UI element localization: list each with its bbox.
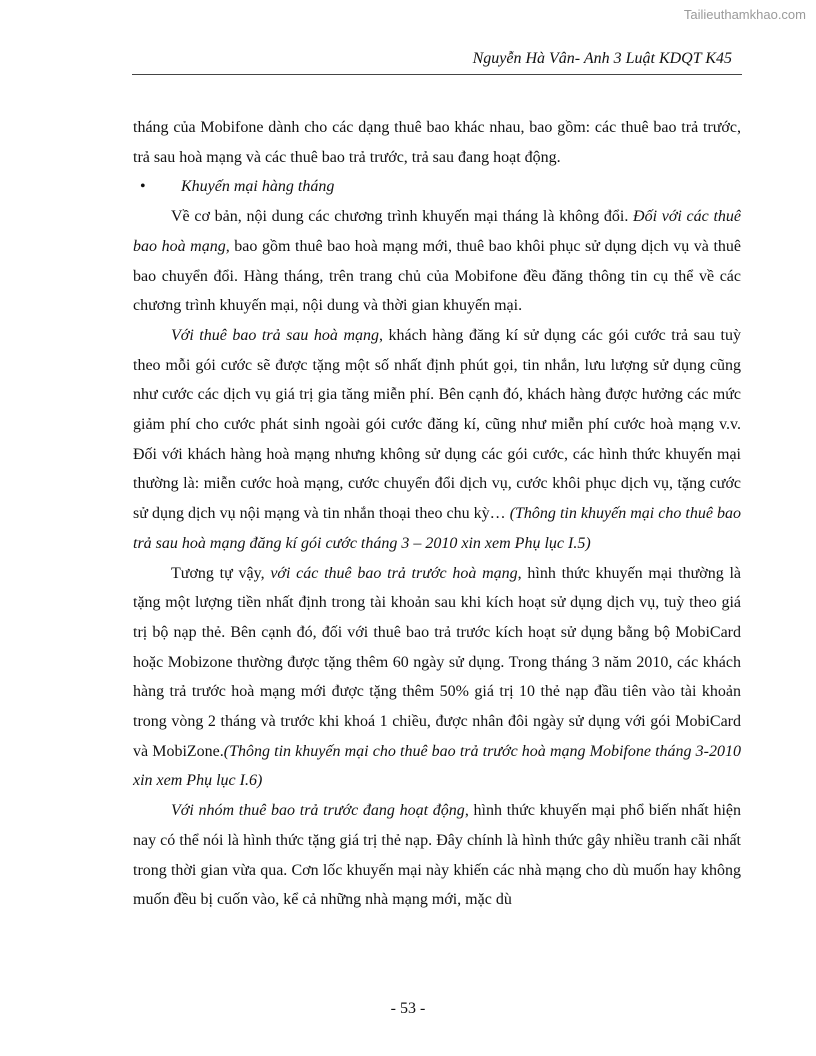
paragraph-4-reference: (Thông tin khuyến mại cho thuê bao trả trước hoà mạng Mobifone tháng 3-2010 xin xem Phụ lục I.6): [133, 742, 741, 790]
paragraph-3: [133, 321, 741, 559]
paragraph-2-text-c: bao gồm thuê bao hoà mạng mới, thuê bao khôi phục sử dụng dịch vụ và thuê bao chuyển đổi. Hàng tháng, trên trang chủ của Mobifone đều đăng thông tin cụ thể về các chương trình khuyến mại, nội dung và thời gian khuyến mại.: [133, 237, 742, 315]
paragraph-1: tháng của Mobifone dành cho các dạng thuê bao khác nhau, bao gồm: các thuê bao trả trước, trả sau hoà mạng và các thuê bao trả trước, trả sau đang hoạt động.: [133, 119, 741, 166]
watermark: Tailieuthamkhao.com: [683, 7, 806, 22]
paragraph-4: [133, 559, 741, 797]
paragraph-3-emphasis: Với thuê bao trả sau hoà mạng: [171, 326, 380, 344]
paragraph-3-reference: (Thông tin khuyến mại cho thuê bao trả sau hoà mạng đăng kí gói cước tháng 3 – 2010 xin xem Phụ lục I.5): [133, 505, 741, 552]
bullet-item: [133, 172, 741, 202]
document-body: [133, 113, 741, 915]
paragraph-4-text-c: , hình thức khuyến mại thường là tặng một lượng tiền nhất định trong tài khoản sau khi kích hoạt sử dụng dịch vụ, tuỳ theo giá trị bộ nạp thẻ. Bên cạnh đó, đối với thuê bao trả trước kích hoạt sử dụng bằng bộ MobiCard hoặc Mobizone thường được tặng thêm 60 ngày sử dụng. Trong tháng 3 năm 2010, các khách hàng trả trước hoà mạng mới được tặng thêm 50% giá trị 10 thẻ nạp đầu tiên vào tài khoản trong vòng 2 tháng và trước khi khoá 1 chiều, được nhân đôi ngày sử dụng với gói MobiCard và MobiZone.: [133, 564, 741, 760]
paragraph-5: [133, 796, 741, 915]
paragraph-2-text-a: Về cơ bản, nội dung các chương trình khuyến mại tháng là không đổi.: [171, 208, 634, 226]
paragraph-4-emphasis: với các thuê bao trả trước hoà mạng: [270, 564, 518, 582]
paragraph-5-text: , hình thức khuyến mại phổ biến nhất hiện nay có thể nói là hình thức tặng giá trị thẻ nạp. Đây chính là hình thức gây nhiều tranh cãi nhất trong thời gian vừa qua. Cơn lốc khuyến mại này khiến các nhà mạng cho dù muốn hay không muốn đều bị cuốn vào, kể cả những nhà mạng mới, mặc dù: [133, 802, 741, 909]
header-divider: [132, 74, 742, 75]
page-number: - 53 -: [390, 1000, 426, 1017]
page-header: Nguyễn Hà Vân- Anh 3 Luật KDQT K45: [472, 50, 732, 67]
paragraph-3-text: , khách hàng đăng kí sử dụng các gói cước trả sau tuỳ theo mỗi gói cước sẽ được tặng một số nhất định phút gọi, tin nhắn, lưu lượng sử dụng cũng như cước các dịch vụ giá trị gia tăng miễn phí. Bên cạnh đó, khách hàng được hưởng các mức giảm phí cho cước phát sinh ngoài gói cước đăng kí, cũng như miễn phí cước hoà mạng v.v. Đối với khách hàng hoà mạng nhưng không sử dụng các gói cước, các hình thức khuyến mại thường là: miễn cước hoà mạng, cước chuyển đổi dịch vụ, cước khôi phục dịch vụ, tặng cước sử dụng dịch vụ nội mạng và tin nhắn thoại theo chu kỳ…: [133, 326, 742, 523]
paragraph-5-emphasis: Với nhóm thuê bao trả trước đang hoạt động: [171, 802, 465, 820]
bullet-icon: •: [140, 178, 146, 196]
paragraph-4-text-a: Tương tự vậy,: [171, 564, 271, 582]
paragraph-2: [133, 202, 741, 321]
paragraph-2-emphasis: Đối với các thuê bao hoà mạng,: [133, 208, 742, 255]
bullet-text: Khuyến mại hàng tháng: [181, 178, 335, 196]
